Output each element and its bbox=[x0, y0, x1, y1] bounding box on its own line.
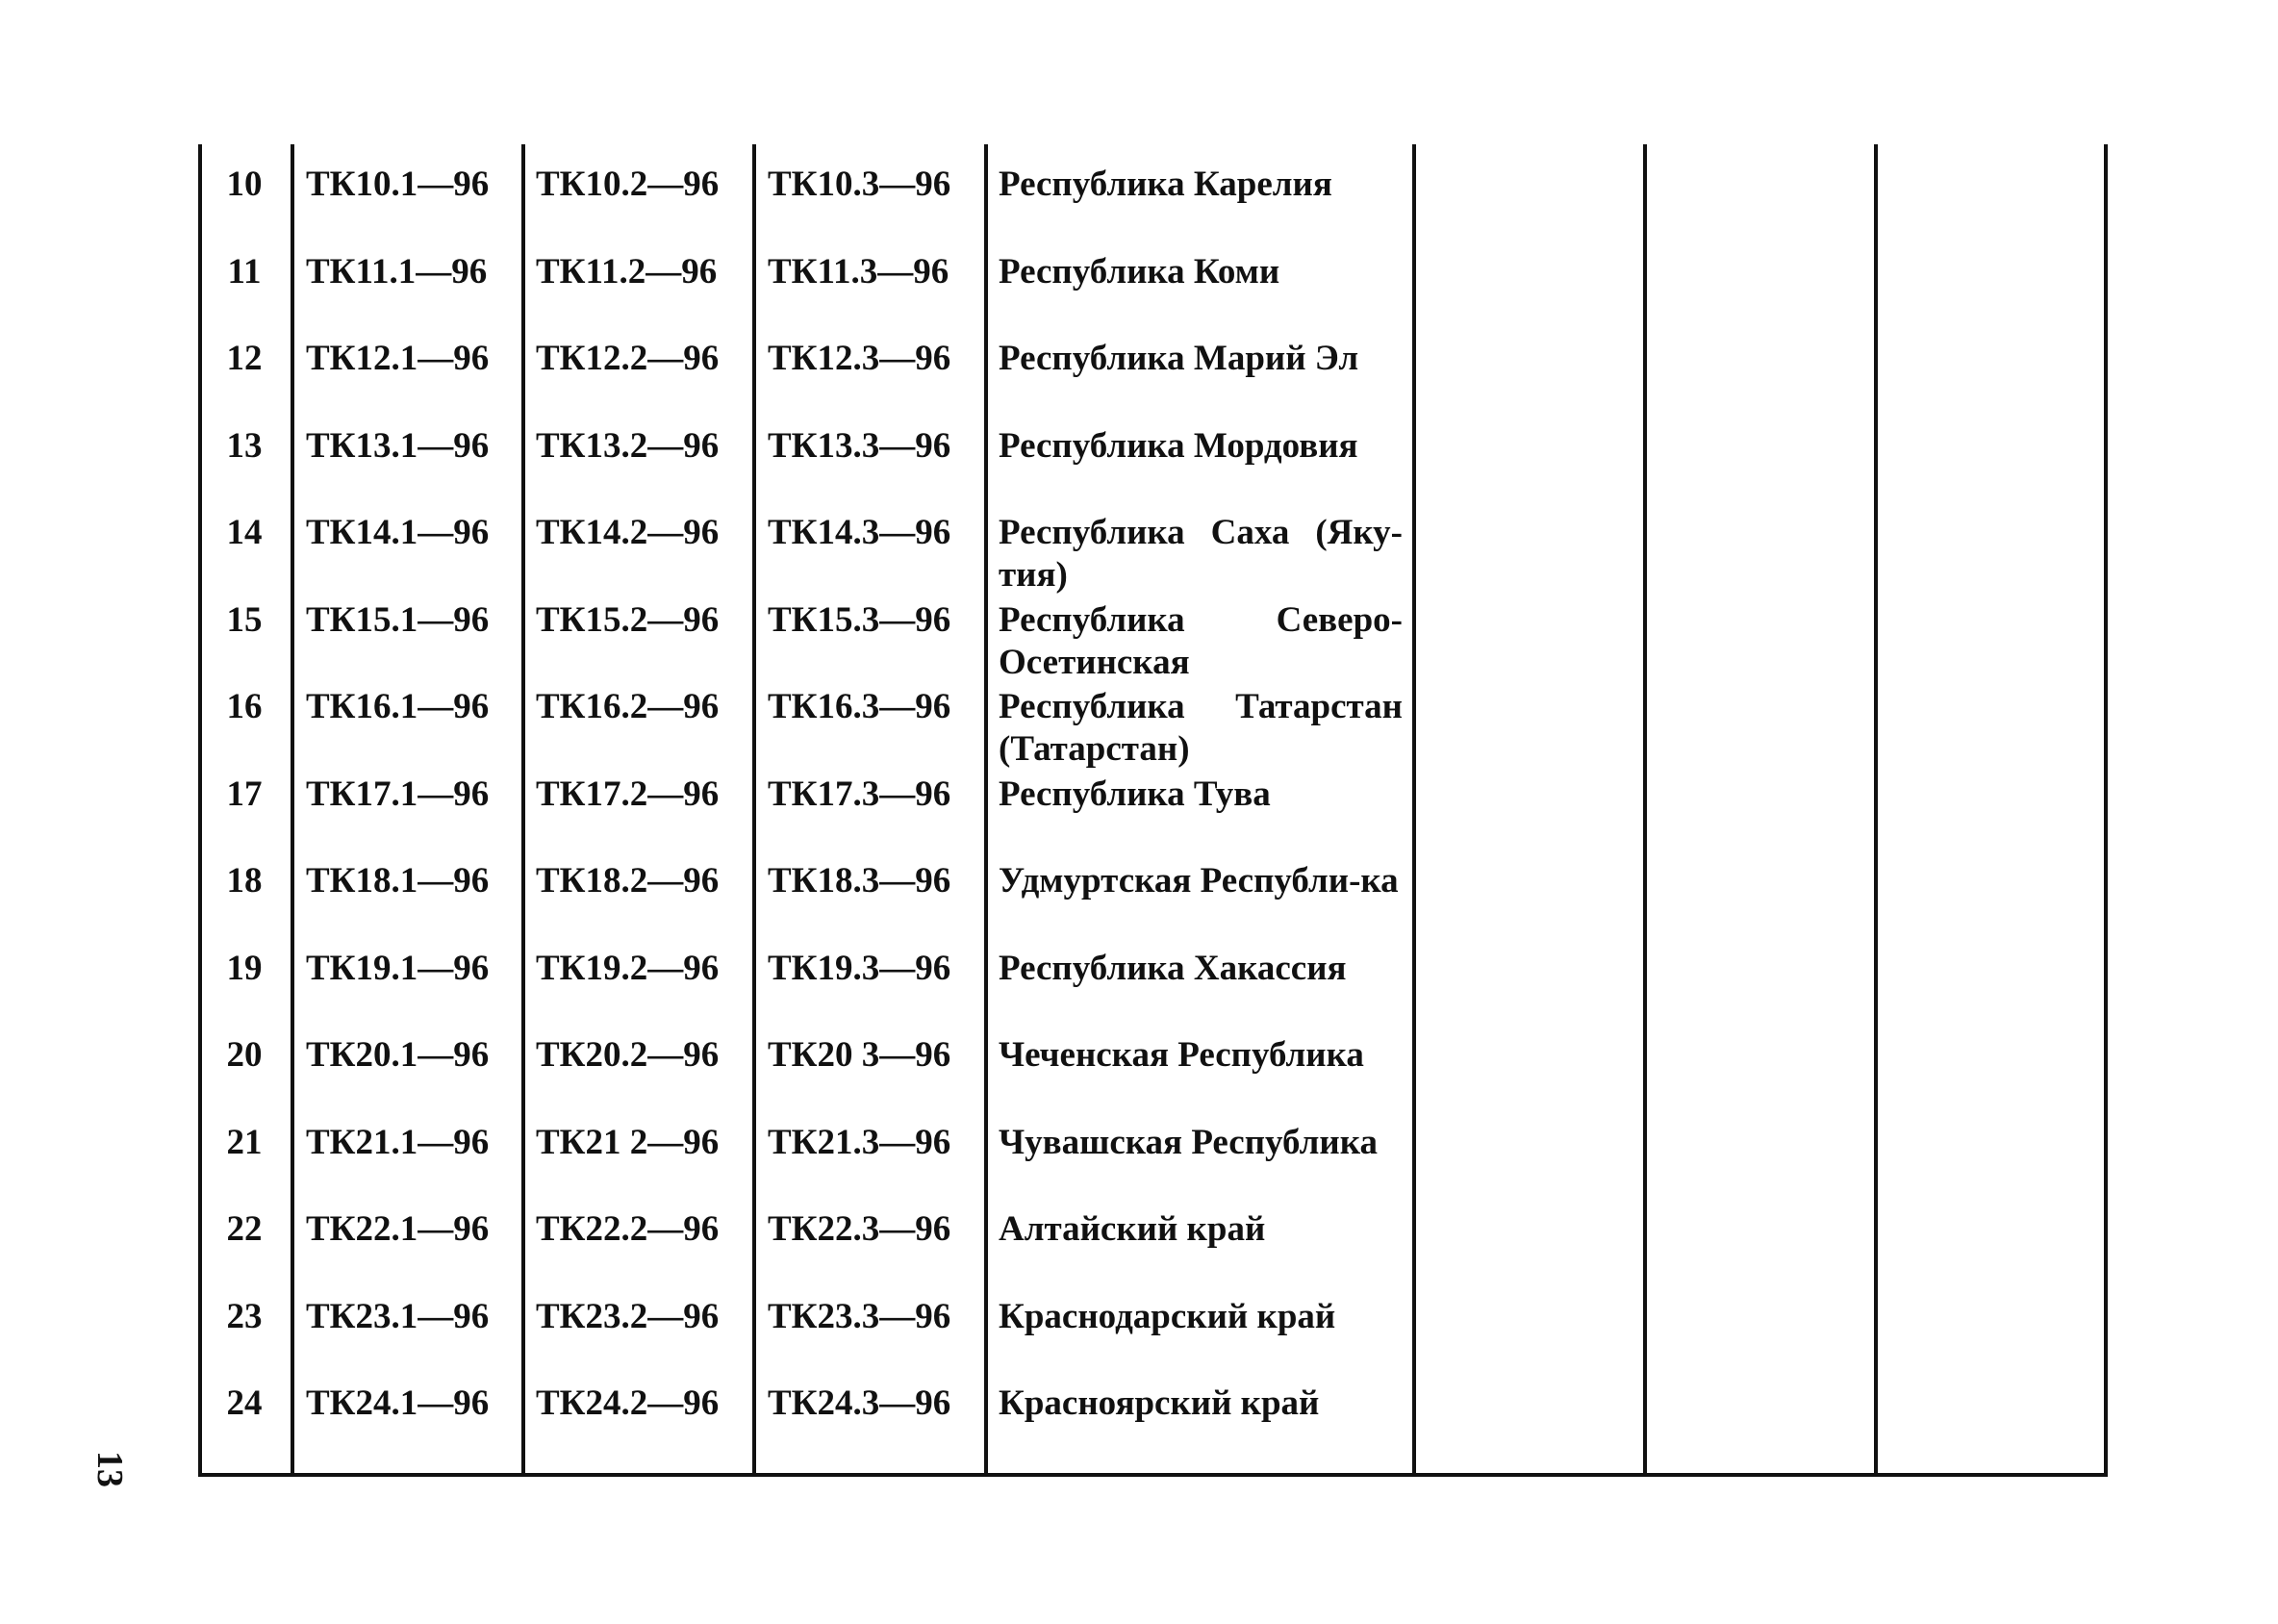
code-part-2: ТК10.2—96 bbox=[536, 165, 720, 204]
row-number: 24 bbox=[226, 1383, 263, 1423]
code-part-3: ТК19.3—96 bbox=[768, 948, 951, 988]
code-part-1: ТК14.1—96 bbox=[306, 513, 490, 552]
code-part-2: ТК17.2—96 bbox=[536, 774, 720, 814]
row-number: 13 bbox=[226, 425, 263, 466]
code-part-2: ТК16.2—96 bbox=[536, 687, 720, 726]
row-number: 16 bbox=[226, 687, 263, 726]
code-part-1: ТК23.1—96 bbox=[306, 1296, 490, 1336]
table-row bbox=[198, 1189, 2108, 1276]
code-part-1: ТК19.1—96 bbox=[306, 948, 490, 988]
region-name: Удмуртская Республи-ка bbox=[999, 861, 1399, 901]
table-row bbox=[198, 1103, 2108, 1189]
region-name: Республика Мордовия bbox=[999, 425, 1358, 466]
region-name: Республика Северо-Осетинская bbox=[999, 599, 1403, 682]
region-name: Республика Марий Эл bbox=[999, 339, 1359, 378]
table-row bbox=[198, 841, 2108, 927]
code-part-3: ТК13.3—96 bbox=[768, 425, 951, 466]
code-part-3: ТК18.3—96 bbox=[768, 861, 951, 901]
row-number: 17 bbox=[226, 774, 263, 814]
table-row bbox=[198, 1015, 2108, 1102]
code-part-1: ТК10.1—96 bbox=[306, 165, 490, 204]
row-number: 18 bbox=[226, 861, 263, 901]
code-part-2: ТК21 2—96 bbox=[536, 1122, 720, 1162]
code-part-2: ТК11.2—96 bbox=[536, 251, 718, 292]
region-name: Республика Хакассия bbox=[999, 948, 1347, 988]
code-part-1: ТК17.1—96 bbox=[306, 774, 490, 814]
table-row bbox=[198, 406, 2108, 493]
code-part-3: ТК15.3—96 bbox=[768, 599, 951, 640]
row-number: 15 bbox=[226, 599, 263, 640]
row-number: 10 bbox=[226, 165, 263, 204]
code-part-3: ТК20 3—96 bbox=[768, 1035, 951, 1075]
row-number: 22 bbox=[226, 1209, 263, 1249]
row-number: 21 bbox=[226, 1122, 263, 1162]
region-name: Республика Коми bbox=[999, 251, 1280, 292]
table-bottom-rule bbox=[198, 1473, 2108, 1477]
code-part-2: ТК12.2—96 bbox=[536, 339, 720, 378]
table-row bbox=[198, 754, 2108, 841]
table-row bbox=[198, 928, 2108, 1015]
code-part-1: ТК18.1—96 bbox=[306, 861, 490, 901]
code-part-2: ТК20.2—96 bbox=[536, 1035, 720, 1075]
row-number: 14 bbox=[226, 513, 263, 552]
code-part-2: ТК15.2—96 bbox=[536, 599, 720, 640]
code-part-1: ТК12.1—96 bbox=[306, 339, 490, 378]
row-number: 19 bbox=[226, 948, 263, 988]
code-part-3: ТК21.3—96 bbox=[768, 1122, 951, 1162]
region-name: Чеченская Республика bbox=[999, 1035, 1364, 1075]
code-part-1: ТК16.1—96 bbox=[306, 687, 490, 726]
table-row bbox=[198, 580, 2108, 682]
code-part-3: ТК24.3—96 bbox=[768, 1383, 951, 1423]
region-name: Республика Татарстан (Татарстан) bbox=[999, 687, 1403, 769]
code-part-3: ТК10.3—96 bbox=[768, 165, 951, 204]
row-number: 11 bbox=[227, 251, 262, 292]
code-part-3: ТК17.3—96 bbox=[768, 774, 951, 814]
code-part-1: ТК22.1—96 bbox=[306, 1209, 490, 1249]
code-part-1: ТК24.1—96 bbox=[306, 1383, 490, 1423]
code-part-1: ТК11.1—96 bbox=[306, 251, 488, 292]
code-part-1: ТК15.1—96 bbox=[306, 599, 490, 640]
code-part-2: ТК19.2—96 bbox=[536, 948, 720, 988]
region-name: Алтайский край bbox=[999, 1209, 1266, 1249]
table-row bbox=[198, 1363, 2108, 1450]
region-name: Республика Саха (Яку-тия) bbox=[999, 513, 1403, 595]
code-part-2: ТК22.2—96 bbox=[536, 1209, 720, 1249]
code-part-3: ТК23.3—96 bbox=[768, 1296, 951, 1336]
standards-table bbox=[198, 144, 2108, 1477]
row-number: 12 bbox=[226, 339, 263, 378]
row-number: 23 bbox=[226, 1296, 263, 1336]
code-part-3: ТК11.3—96 bbox=[768, 251, 949, 292]
code-part-1: ТК20.1—96 bbox=[306, 1035, 490, 1075]
region-name: Республика Тува bbox=[999, 774, 1271, 814]
row-number: 20 bbox=[226, 1035, 263, 1075]
code-part-3: ТК22.3—96 bbox=[768, 1209, 951, 1249]
table-row bbox=[198, 232, 2108, 318]
table-row bbox=[198, 1277, 2108, 1363]
code-part-2: ТК24.2—96 bbox=[536, 1383, 720, 1423]
code-part-2: ТК13.2—96 bbox=[536, 425, 720, 466]
code-part-3: ТК14.3—96 bbox=[768, 513, 951, 552]
code-part-2: ТК18.2—96 bbox=[536, 861, 720, 901]
code-part-1: ТК13.1—96 bbox=[306, 425, 490, 466]
region-name: Красноярский край bbox=[999, 1383, 1320, 1423]
code-part-1: ТК21.1—96 bbox=[306, 1122, 490, 1162]
page-number: 13 bbox=[89, 1451, 130, 1487]
code-part-2: ТК14.2—96 bbox=[536, 513, 720, 552]
table-row bbox=[198, 493, 2108, 595]
region-name: Республика Карелия bbox=[999, 165, 1332, 204]
code-part-3: ТК16.3—96 bbox=[768, 687, 951, 726]
region-name: Чувашская Республика bbox=[999, 1122, 1378, 1162]
code-part-3: ТК12.3—96 bbox=[768, 339, 951, 378]
table-row bbox=[198, 318, 2108, 405]
region-name: Краснодарский край bbox=[999, 1296, 1336, 1336]
code-part-2: ТК23.2—96 bbox=[536, 1296, 720, 1336]
table-row bbox=[198, 144, 2108, 231]
table-row bbox=[198, 667, 2108, 769]
